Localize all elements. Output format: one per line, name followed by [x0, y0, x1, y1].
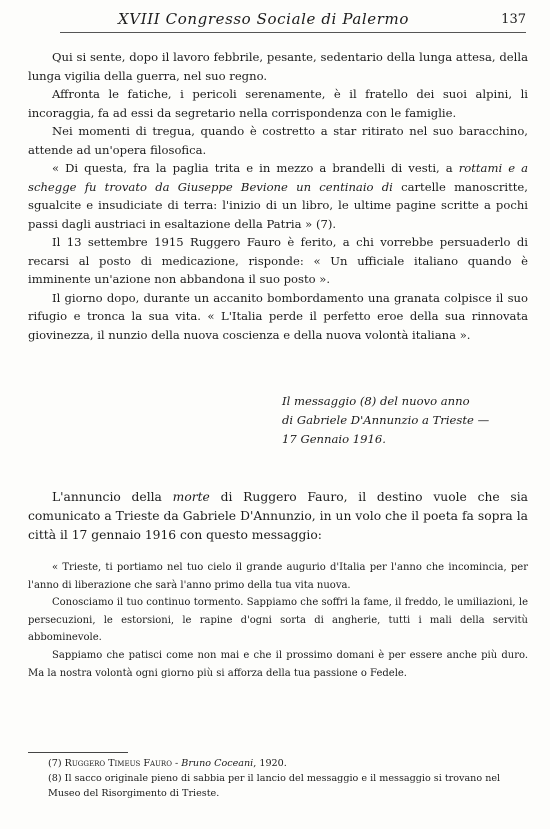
paragraph-3: Nei momenti di tregua, quando è costretto a star ritirato nel suo baracchino, attende ad un'opera filosofica. [28, 124, 528, 157]
dedication-line-1: Il messaggio (8) del nuovo anno [282, 394, 470, 408]
footnote-8-number: (8) [48, 773, 62, 784]
footnotes [28, 756, 528, 801]
paragraph-4-quote [28, 159, 528, 233]
body-text [28, 48, 528, 344]
footnote-7-author: Ruggero Timeus Fauro [64, 758, 172, 769]
message-paragraph-2: Conosciamo il tuo continuo tormento. Sappiamo che soffri la fame, il freddo, le umiliazioni, le persecuzioni, le estorsioni, le rapine d'ogni sorta di angherie, tutti i mali della servitù abbominevole. [28, 597, 528, 644]
quote-italic: rottami e a schegge fu trovato da Giuseppe Bevione un centinaio di [28, 161, 528, 194]
dannunzio-message [28, 559, 528, 682]
paragraph-2: Affronta le fatiche, i pericoli serenamente, è il fratello dei suoi alpini, li incoraggia, fa ad essi da segretario nella corrispondenza con le famiglie. [28, 87, 528, 120]
quote-part-b: cartelle manoscritte, sgualcite e insudiciate di terra: l'inizio di un libro, le ultime pagine scritte a pochi passi dagli austriaci in esaltazione della Patria » (7). [28, 179, 528, 231]
dedication [282, 392, 502, 449]
running-title: XVIII Congresso Sociale di Palermo [118, 10, 409, 28]
announcement-italic: morte [172, 490, 210, 504]
announcement-paragraph [28, 488, 528, 545]
message-paragraph-3: Sappiamo che patisci come non mai e che il prossimo domani è per essere anche più duro. Ma la nostra volontà ogni giorno più si afforza della tua passione o Fedele. [28, 649, 528, 679]
page-header [60, 8, 526, 33]
dedication-line-2: di Gabriele D'Annunzio a Trieste — 17 Gennaio 1916. [282, 413, 490, 446]
footnote-7-title: Bruno Coceani [181, 758, 254, 769]
announcement-part-a: L'annuncio della [52, 490, 173, 504]
message-paragraph-1: « Trieste, ti portiamo nel tuo cielo il grande augurio d'Italia per l'anno che incomincia, per l'anno di liberazione che sarà l'anno primo della tua vita nuova. [28, 562, 528, 591]
announcement [28, 488, 528, 545]
footnote-7-year: , 1920. [253, 758, 287, 769]
quote-part-a: « Di questa, fra la paglia trita e in mezzo a brandelli di vesti, a [52, 161, 459, 175]
paragraph-1: Qui si sente, dopo il lavoro febbrile, pesante, sedentario della lunga attesa, della lunga vigilia della guerra, nel suo regno. [28, 50, 528, 83]
footnote-8 [28, 771, 528, 801]
footnote-7-separator: - [171, 758, 182, 769]
page-number: 137 [501, 12, 526, 27]
paragraph-5: Il 13 settembre 1915 Ruggero Fauro è ferito, a chi vorrebbe persuaderlo di recarsi al posto di medicazione, risponde: « Un ufficiale italiano quando è imminente un'azione non abbandona il suo posto ». [28, 235, 528, 286]
footnote-7-number: (7) [48, 758, 62, 769]
announcement-part-b: di Ruggero Fauro, il destino vuole che sia comunicato a Trieste da Gabriele D'Annunzio, in un volo che il poeta fa sopra la città il 17 gennaio 1916 con questo messaggio: [28, 490, 528, 542]
footnote-8-text: Il sacco originale pieno di sabbia per il lancio del messaggio e il messaggio si trovano nel Museo del Risorgimento di Trieste. [48, 773, 501, 799]
footnote-7 [28, 756, 528, 771]
paragraph-6: Il giorno dopo, durante un accanito bombordamento una granata colpisce il suo rifugio e tronca la sua vita. « L'Italia perde il perfetto eroe della sua rinnovata giovinezza, il nunzio della nuova coscienza e della nuova volontà italiana ». [28, 290, 528, 342]
footnote-rule [28, 752, 128, 753]
